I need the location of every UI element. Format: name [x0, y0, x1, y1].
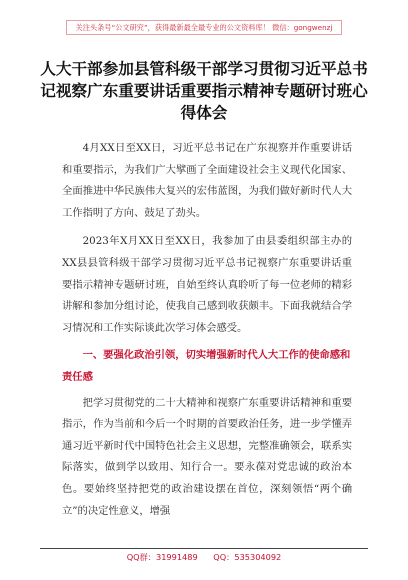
section-heading: 一、要强化政治引领，切实增强新时代人大工作的使命感和责任感 — [62, 349, 351, 383]
footer-contact: QQ群：31991489 QQ：535304092 — [126, 552, 282, 562]
footer-divider — [40, 548, 368, 549]
top-banner: 关注头条号“公文研究”，获得最新最全最专业的公文资料库！ 微信：gongwenzj — [66, 20, 342, 35]
paragraph-participation: 2023年X月XX日至XX日，我参加了由县委组织部主办的XX县县管科级干部学习贯彻习近平总书记视察广东重要讲话重要指示精神专题研讨班，自始至终认真聆听了每一位老师的精彩讲解和参加分组讨论，使我自己感到收获颇丰。下面我就结合学习情况和工作实际谈此次学习体会感受。 — [62, 235, 352, 334]
document-title: 人大干部参加县管科级干部学习贯彻习近平总书记视察广东重要讲话重要指示精神专题研讨班心得体会 — [40, 60, 368, 122]
paragraph-intro: 4月XX日至XX日，习近平总书记在广东视察并作重要讲话和重要指示，为我们广大擘画了全面建设社会主义现代化国家、全面推进中华民族伟大复兴的宏伟蓝图，为我们做好新时代人大工作指明了方向、鼓足了劲头。 — [62, 142, 352, 219]
section-paragraph: 把学习贯彻党的二十大精神和视察广东重要讲话精神和重要指示，作为当前和今后一个时期的首要政治任务，进一步学懂弄通习近平新时代中国特色社会主义思想，完整准确领会，联系实际落实，做到学以致用、知行合一。要永葆对党忠诚的政治本色。要始终坚持把党的政治建设摆在首位，深刻领悟“两个确立”的决定性意义，增强 — [62, 396, 352, 517]
document-body — [62, 138, 352, 522]
